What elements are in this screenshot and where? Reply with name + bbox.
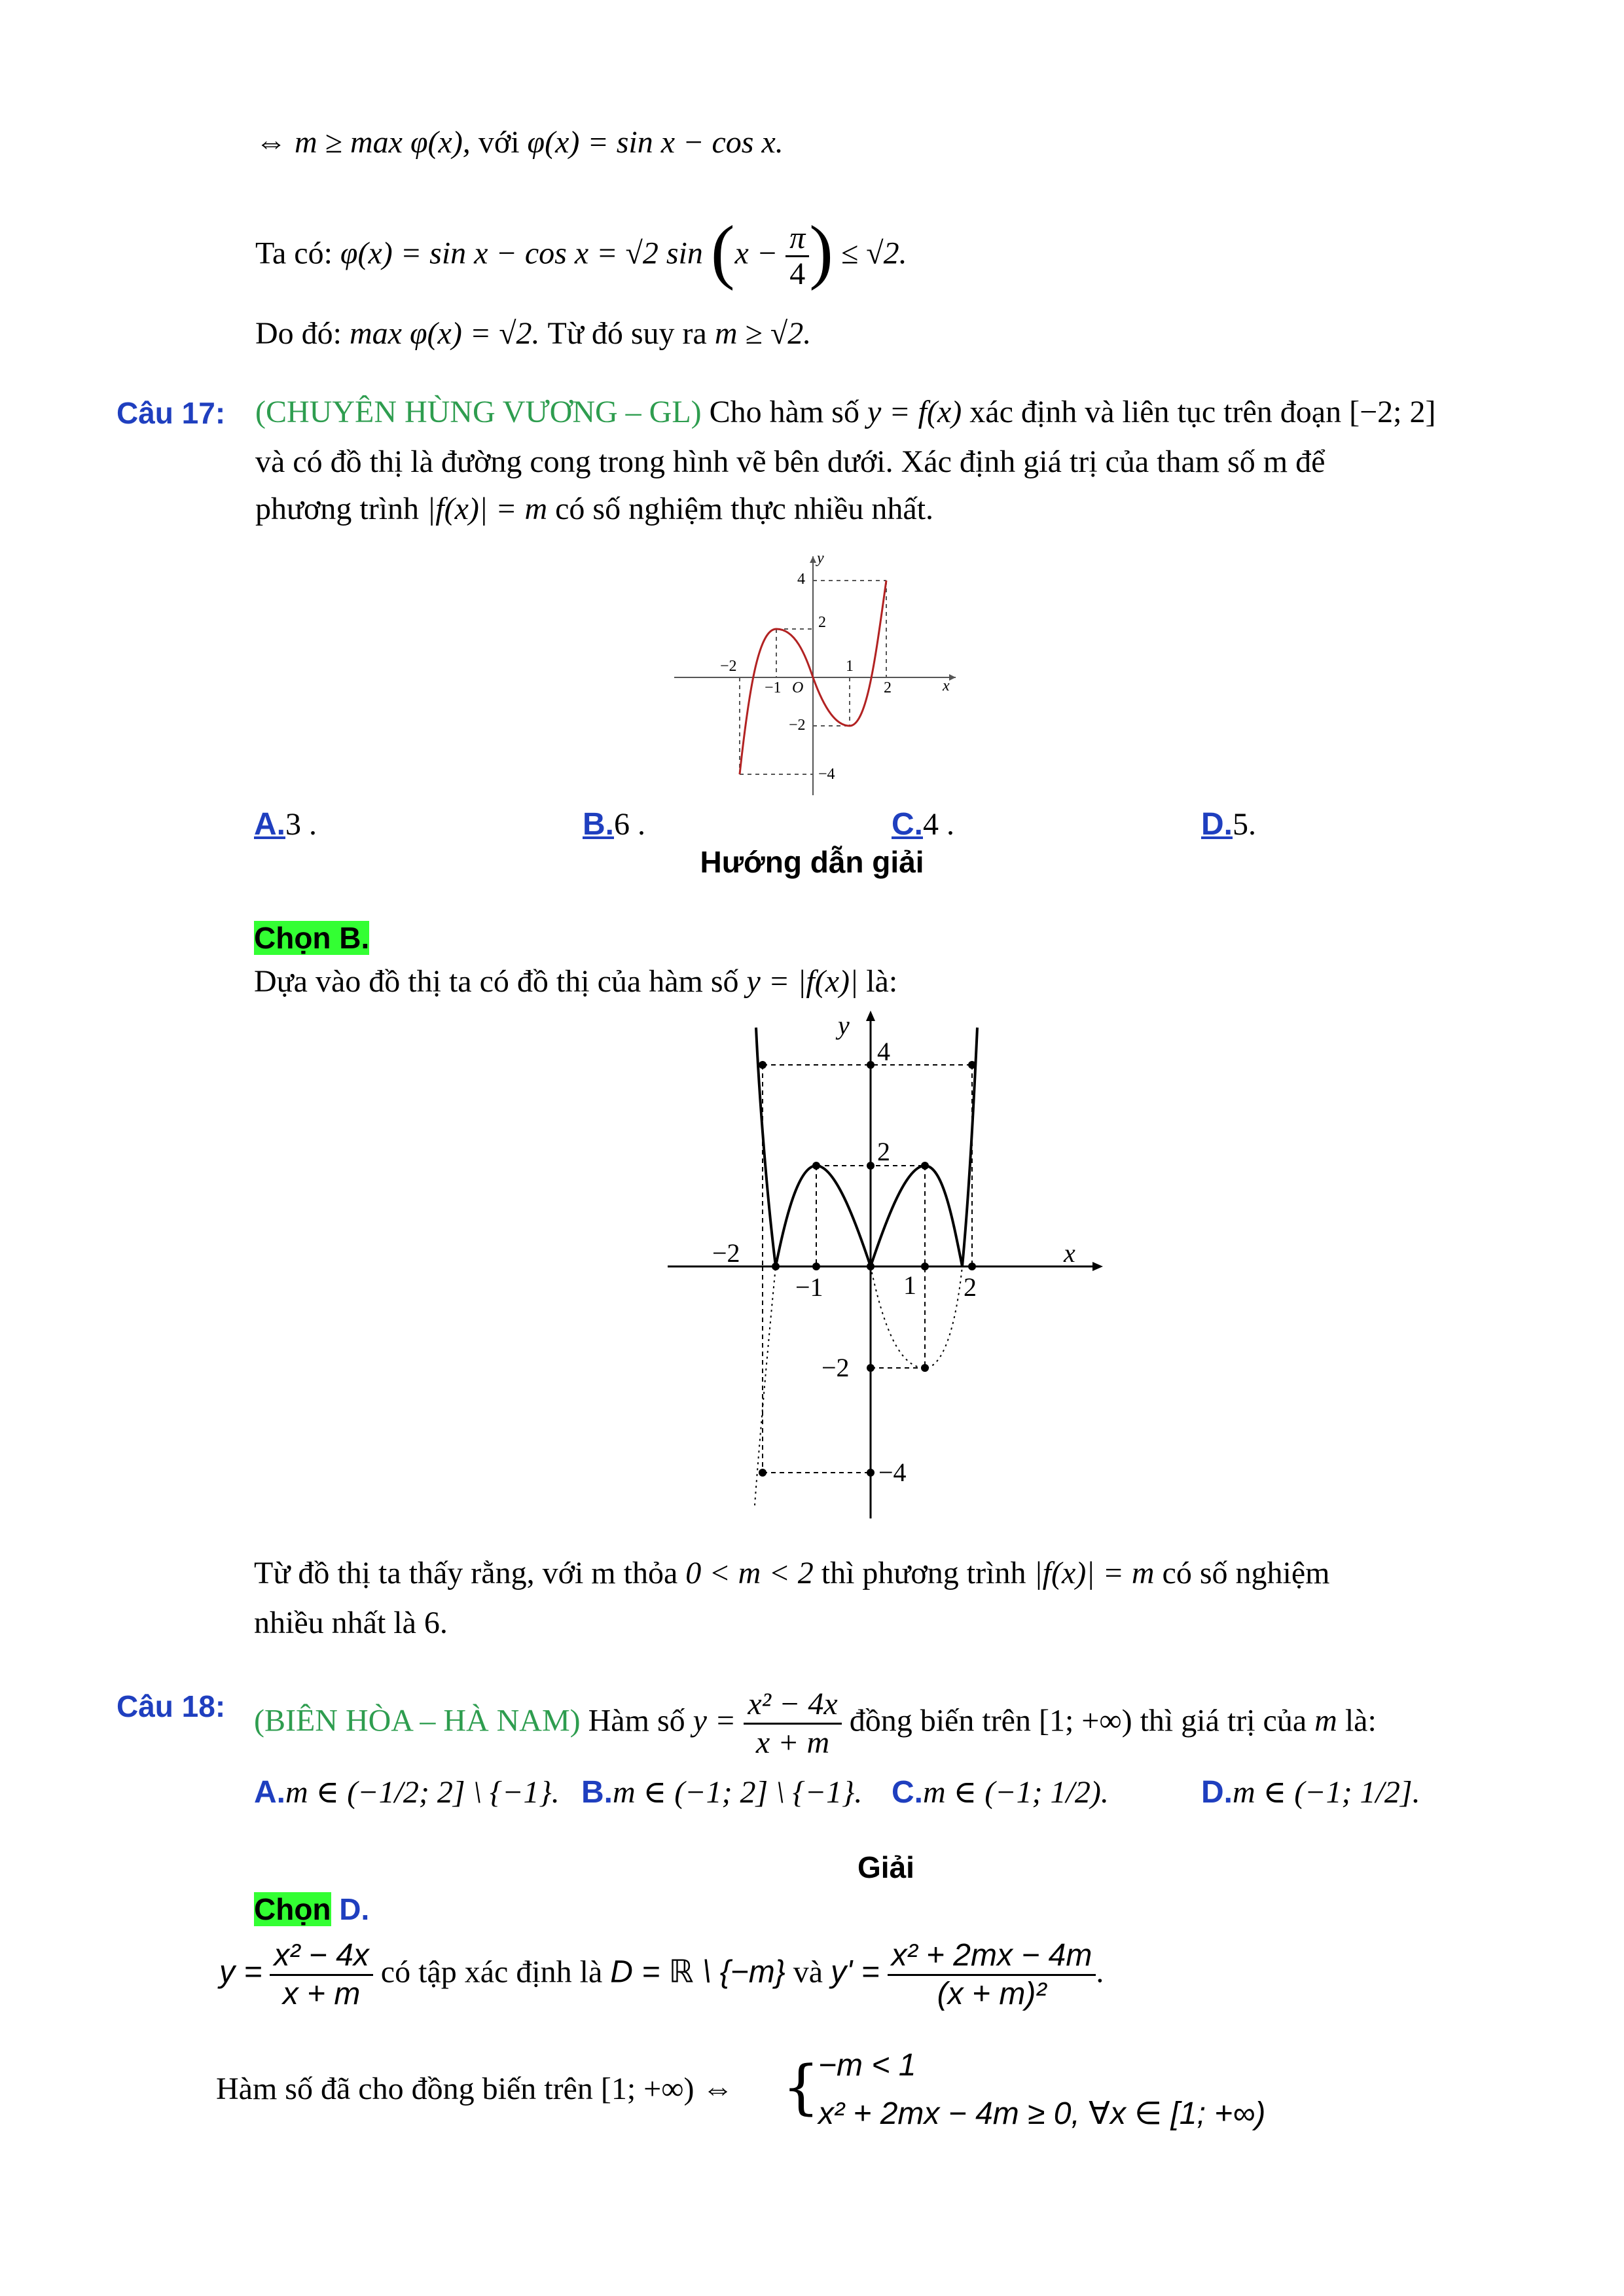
q17-option-c[interactable]	[892, 806, 954, 842]
q18-text: thì giá trị của	[1140, 1703, 1307, 1738]
q18-sol-fraction: $\frac{\text{x² − 4x}}{x + m}$	[270, 1937, 372, 2013]
curve-abs-f-x	[756, 1028, 977, 1266]
graph1-tick-4: 4	[797, 571, 805, 588]
intro-line-2: Ta có: φ(x) = sin x − cos x = √2 sin (x − $\frac{\pi}{4}$ ) ≤ √2.	[255, 211, 907, 291]
q18-text: có tập xác định là	[380, 1954, 603, 1990]
q17-line-3	[255, 490, 933, 529]
graph2-tick-minus4: −4	[878, 1458, 907, 1487]
option-value: 4 .	[923, 807, 954, 842]
intro-text: Do đó:	[255, 316, 342, 351]
graph1-tick-minus4: −4	[818, 766, 835, 783]
q17-text: xác định và liên tục trên đoạn	[969, 395, 1342, 429]
graph2-tick-4: 4	[877, 1037, 890, 1066]
intro-line-3	[255, 314, 811, 353]
q17-choose-line	[254, 920, 369, 956]
q17-text: Cho hàm số	[709, 395, 859, 429]
q17-option-a[interactable]	[254, 806, 317, 842]
graph1-tick-2: 2	[818, 614, 826, 631]
max-phi-value: max φ(x) = √2.	[350, 316, 540, 351]
graph2-tick-minus2-x: −2	[712, 1238, 740, 1268]
graph2-tick-1: 1	[903, 1270, 916, 1300]
equivalence-arrow: ⇔	[255, 125, 287, 160]
graph2-x-label: x	[1064, 1238, 1075, 1268]
q17-text: có số nghiệm thực nhiều nhất.	[555, 492, 934, 526]
q18-sol-y: y =	[219, 1954, 262, 1990]
q17-solution-line-2	[254, 1554, 1330, 1593]
question-17-label: Câu 17:	[117, 396, 226, 430]
q18-interval: [1; +∞)	[1038, 1703, 1132, 1738]
q17-condition: 0 < m < 2	[685, 1556, 814, 1590]
q17-guide-title: Hướng dẫn giải	[700, 845, 924, 879]
max-phi-inequality: m ≥ max φ(x),	[295, 125, 471, 160]
q18-text: Hàm số	[588, 1703, 685, 1738]
q18-text: là:	[1344, 1703, 1377, 1738]
q18-option-a[interactable]	[254, 1774, 560, 1810]
question-18-label: Câu 18:	[117, 1689, 226, 1723]
q18-text: và	[793, 1954, 823, 1990]
q17-interval: [−2; 2]	[1349, 395, 1436, 429]
graph1-tick-minus2-y: −2	[789, 717, 806, 734]
graph-f-x	[668, 550, 969, 798]
graph1-tick-2-x: 2	[884, 679, 892, 696]
option-value: m ∈ (−1; 1/2].	[1233, 1775, 1420, 1810]
graph1-tick-minus2-x: −2	[720, 658, 737, 675]
q17-text: Từ đồ thị ta thấy rằng, với m thỏa	[254, 1556, 678, 1590]
graph2-tick-minus1: −1	[795, 1272, 823, 1302]
phi-identity: φ(x) = sin x − cos x = √2 sin	[340, 236, 703, 271]
y-axis-arrow-icon	[810, 556, 816, 563]
graph2-tick-minus2-y: −2	[821, 1353, 850, 1382]
q17-abs-function: y = |f(x)|	[746, 964, 859, 999]
option-key: D.	[1201, 807, 1233, 842]
q18-interval-equiv: [1; +∞) ⇔	[600, 2072, 734, 2106]
q18-text: Hàm số đã cho đồng biến trên	[216, 2072, 593, 2106]
graph1-tick-minus1: −1	[765, 679, 782, 696]
q18-option-b[interactable]	[581, 1774, 862, 1810]
option-key: C.	[892, 1775, 923, 1810]
option-key: B.	[581, 1775, 613, 1810]
q17-option-d[interactable]	[1201, 806, 1256, 842]
key-points	[759, 1061, 976, 1477]
q17-text: Dựa vào đồ thị ta có đồ thị của hàm số	[254, 964, 739, 999]
q17-option-b[interactable]	[583, 806, 645, 842]
q17-line-2: và có đồ thị là đường cong trong hình vẽ bên dưới. Xác định giá trị của tham số m để	[255, 444, 1326, 479]
q18-line-1	[254, 1686, 1377, 1761]
guide-lines	[763, 1065, 972, 1473]
intro-text: Từ đó suy ra	[547, 316, 707, 351]
q18-solution-line-1	[219, 1937, 1104, 2013]
graph1-origin: O	[792, 679, 804, 696]
q18-option-d[interactable]	[1201, 1774, 1420, 1810]
option-value: m ∈ (−1; 1/2).	[923, 1775, 1109, 1810]
x-axis-arrow-icon	[1092, 1262, 1103, 1271]
graph2-y-label: y	[838, 1011, 850, 1040]
intro-text: với	[478, 125, 520, 160]
q18-solution-line-2	[216, 2070, 733, 2109]
q18-system-eq-2: x² + 2mx − 4m ≥ 0, ∀x ∈ [1; +∞)	[818, 2096, 1266, 2131]
option-value: m ∈ (−1/2; 2] \ {−1}.	[285, 1775, 560, 1810]
q18-function-y: y =	[693, 1703, 736, 1738]
phi-argument: x −	[734, 236, 778, 271]
q17-answer-badge: Chọn B.	[254, 921, 370, 955]
phi-definition: φ(x) = sin x − cos x.	[527, 125, 784, 160]
conclusion-inequality: m ≥ √2.	[714, 316, 812, 351]
system-brace-icon: {	[782, 2053, 820, 2122]
q17-solution-line-3: nhiều nhất là 6.	[254, 1605, 448, 1640]
graph1-y-label: y	[817, 550, 824, 567]
graph2-tick-2: 2	[877, 1137, 890, 1166]
q18-param: m	[1314, 1703, 1337, 1738]
q17-text: thì phương trình	[821, 1556, 1026, 1590]
intro-line-1	[255, 123, 784, 162]
q18-answer-badge: Chọn	[254, 1892, 331, 1926]
option-value: 3 .	[285, 807, 317, 842]
q18-solution-title: Giải	[857, 1850, 914, 1884]
x-axis-arrow-icon	[949, 674, 956, 681]
q17-line-1	[255, 393, 1435, 432]
q18-answer-key: D.	[339, 1892, 370, 1926]
pi-over-four: $\frac{\pi}{4}$	[785, 221, 809, 291]
option-key: A.	[254, 807, 285, 842]
q17-function: y = f(x)	[867, 395, 962, 429]
graph-abs-f-x	[661, 1001, 1119, 1518]
option-value: 5.	[1233, 807, 1256, 842]
q18-text: đồng biến trên	[849, 1703, 1031, 1738]
option-key: C.	[892, 807, 923, 842]
option-key: D.	[1201, 1775, 1233, 1810]
q17-equation: |f(x)| = m	[427, 492, 548, 526]
q18-period: .	[1096, 1954, 1104, 1990]
q17-text: là:	[866, 964, 898, 999]
q18-source: (BIÊN HÒA – HÀ NAM)	[254, 1703, 581, 1738]
graph2-tick-2-x: 2	[964, 1272, 977, 1302]
q18-system-eq-1: −m < 1	[818, 2048, 916, 2083]
q17-equation: |f(x)| = m	[1034, 1556, 1155, 1590]
q17-text: có số nghiệm	[1162, 1556, 1330, 1590]
option-value: m ∈ (−1; 2] \ {−1}.	[613, 1775, 863, 1810]
q18-derivative-fraction: $\frac{\text{x² + 2mx − 4m}}{\text{(x + m)²}}$	[888, 1937, 1096, 2013]
q17-solution-line-1	[254, 962, 897, 1001]
q18-derivative-label: y' =	[831, 1954, 880, 1990]
q18-option-c[interactable]	[892, 1774, 1109, 1810]
option-key: B.	[583, 807, 614, 842]
q17-text: phương trình	[255, 492, 420, 526]
intro-text: Ta có:	[255, 236, 333, 271]
q18-function-fraction: $\frac{\text{x² − 4x}}{x + m}$	[744, 1686, 841, 1761]
graph1-x-label: x	[943, 677, 950, 694]
reflected-part	[755, 1266, 962, 1505]
graph1-tick-1: 1	[846, 658, 854, 675]
y-axis-arrow-icon	[866, 1011, 875, 1021]
q18-domain: D = ℝ \ {−m}	[610, 1954, 785, 1990]
phi-bound: ≤ √2.	[840, 236, 907, 271]
q17-source: (CHUYÊN HÙNG VƯƠNG – GL)	[255, 395, 702, 429]
q18-choose-line	[254, 1892, 369, 1927]
option-value: 6 .	[614, 807, 645, 842]
option-key: A.	[254, 1775, 285, 1810]
